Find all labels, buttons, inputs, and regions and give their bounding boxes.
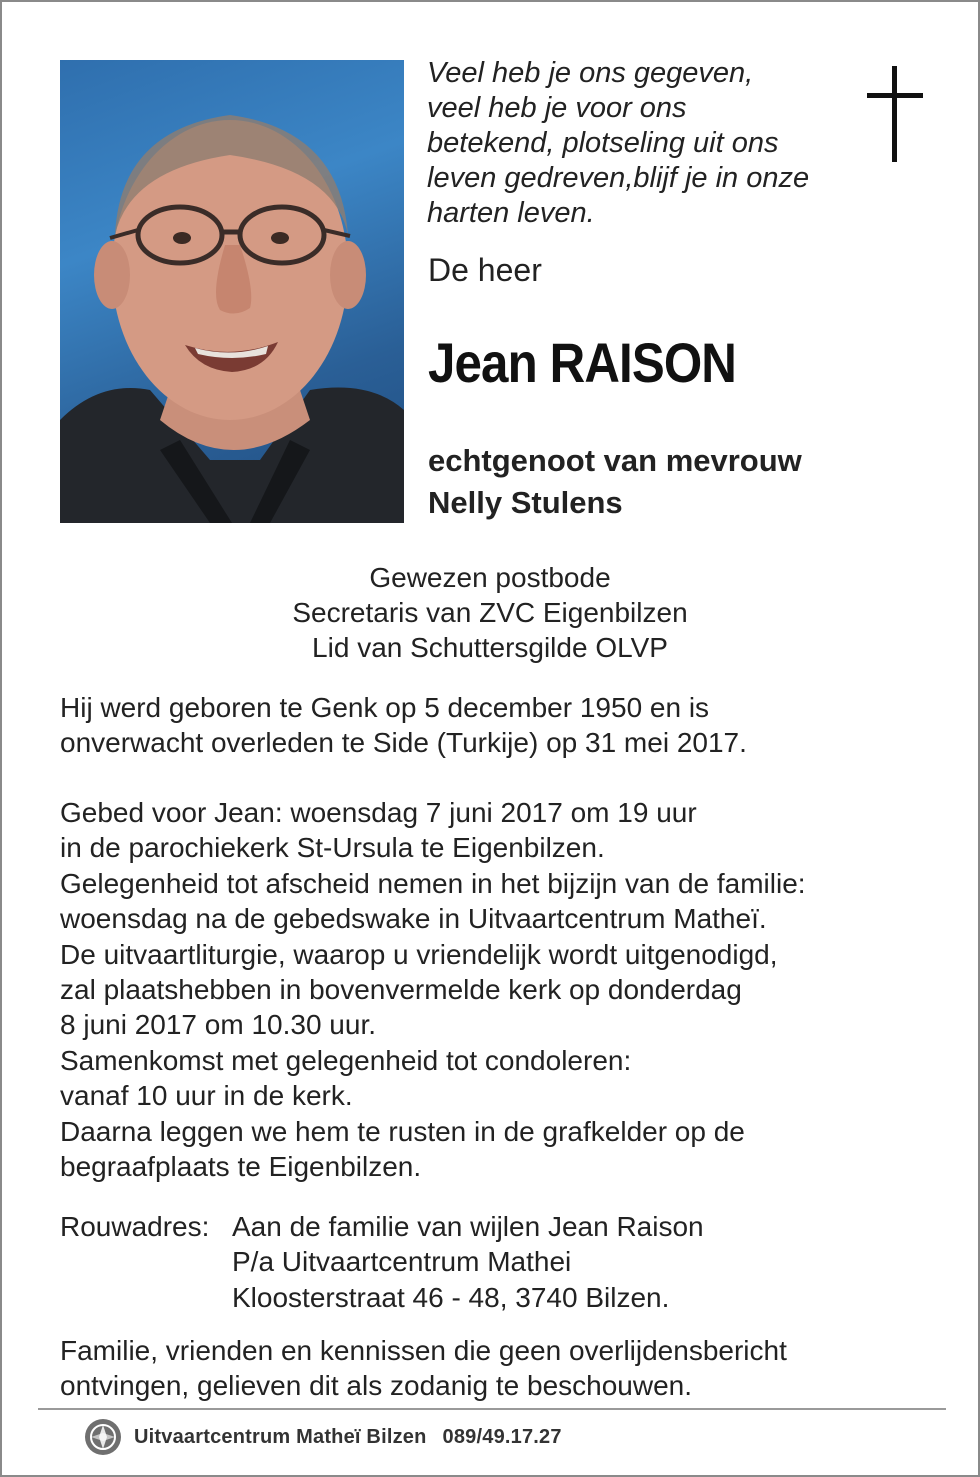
function-line: Lid van Schuttersgilde OLVP xyxy=(312,632,668,663)
mourning-address xyxy=(60,1209,704,1315)
poem-line: harten leven. xyxy=(427,197,595,229)
memorial-poem xyxy=(427,56,847,231)
birth-death-paragraph xyxy=(60,690,747,761)
paragraph-line: Hij werd geboren te Genk op 5 december 1950 en is xyxy=(60,692,710,723)
paragraph-line: 8 juni 2017 om 10.30 uur. xyxy=(60,1009,377,1041)
address-label: Rouwadres: xyxy=(60,1211,210,1242)
company-phone: 089/49.17.27 xyxy=(442,1425,562,1448)
address-line: Kloosterstraat 46 - 48, 3740 Bilzen. xyxy=(232,1281,670,1313)
poem-line: Veel heb je ons gegeven, xyxy=(427,57,754,89)
footer xyxy=(84,1417,562,1457)
function-line: Secretaris van ZVC Eigenbilzen xyxy=(292,597,688,628)
address-line: Aan de familie van wijlen Jean Raison xyxy=(232,1211,704,1242)
deceased-name: Jean RAISON xyxy=(428,331,736,394)
poem-line: leven gedreven,blijf je in onze xyxy=(427,162,810,194)
portrait-illustration xyxy=(60,60,404,523)
paragraph-line: in de parochiekerk St-Ursula te Eigenbilzen. xyxy=(60,832,605,864)
spouse-info xyxy=(428,440,802,524)
salutation: De heer xyxy=(428,252,542,288)
paragraph-line: Familie, vrienden en kennissen die geen overlijdensbericht xyxy=(60,1335,787,1366)
paragraph-line: De uitvaartliturgie, waarop u vriendelijk wordt uitgenodigd, xyxy=(60,938,778,970)
poem-line: veel heb je voor ons xyxy=(427,92,687,124)
paragraph-line: ontvingen, gelieven dit als zodanig te beschouwen. xyxy=(60,1370,692,1402)
cross-icon xyxy=(864,64,926,164)
paragraph-line: Gebed voor Jean: woensdag 7 juni 2017 om 19 uur xyxy=(60,797,697,828)
paragraph-line: begraafplaats te Eigenbilzen. xyxy=(60,1151,422,1183)
paragraph-line: Samenkomst met gelegenheid tot condoleren: xyxy=(60,1044,632,1076)
ceremony-paragraph xyxy=(60,795,806,1184)
paragraph-line: vanaf 10 uur in de kerk. xyxy=(60,1080,353,1112)
function-line: Gewezen postbode xyxy=(369,562,611,593)
spouse-name: Nelly Stulens xyxy=(428,485,623,520)
paragraph-line: Daarna leggen we hem te rusten in de grafkelder op de xyxy=(60,1115,745,1147)
paragraph-line: Gelegenheid tot afscheid nemen in het bijzijn van de familie: xyxy=(60,867,806,899)
spouse-line: echtgenoot van mevrouw xyxy=(428,443,802,478)
address-line: P/a Uitvaartcentrum Mathei xyxy=(232,1246,572,1278)
paragraph-line: woensdag na de gebedswake in Uitvaartcentrum Matheï. xyxy=(60,903,767,935)
functions-list xyxy=(2,560,978,665)
company-name: Uitvaartcentrum Matheï Bilzen xyxy=(134,1425,427,1448)
poem-line: betekend, plotseling uit ons xyxy=(427,127,779,159)
funeral-home-logo-icon xyxy=(84,1418,122,1456)
paragraph-line: zal plaatshebben in bovenvermelde kerk op donderdag xyxy=(60,974,742,1006)
portrait-photo xyxy=(60,60,404,523)
footer-divider xyxy=(38,1408,946,1410)
notice-paragraph xyxy=(60,1333,787,1404)
paragraph-line: onverwacht overleden te Side (Turkije) op 31 mei 2017. xyxy=(60,727,747,759)
